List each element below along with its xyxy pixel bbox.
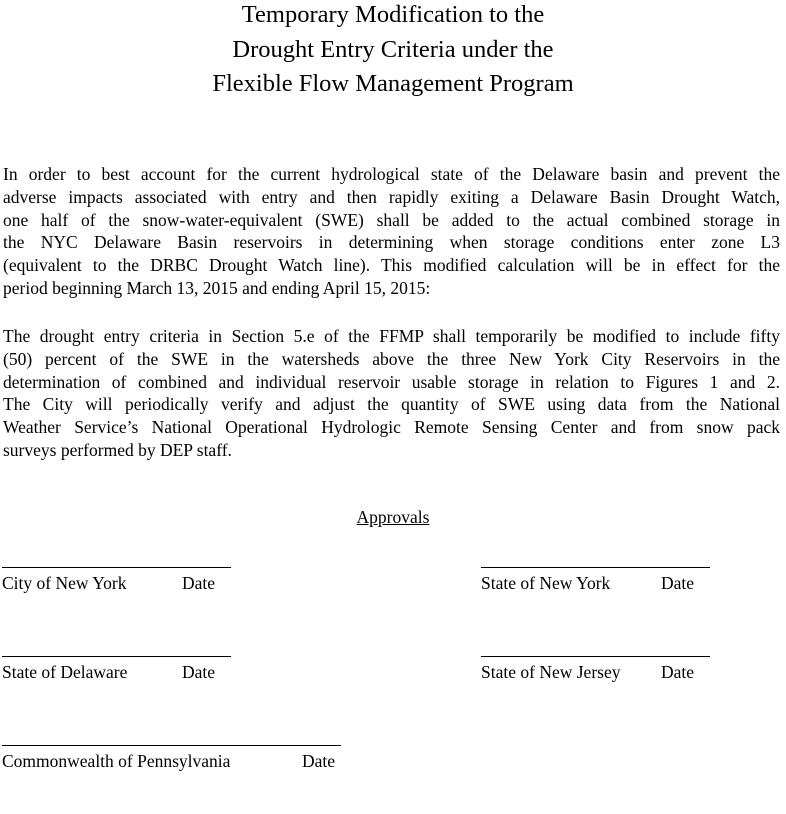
paragraph-line: surveys performed by DEP staff. (3, 439, 232, 460)
paragraph-line: (equivalent to the DRBC Drought Watch line). This modified calculation will be in effect for the (3, 255, 780, 276)
date-label: Date (182, 573, 216, 593)
date-label: Date (302, 751, 336, 771)
paragraph-line: (50) percent of the SWE in the watersheds above the three New York City Reservoirs in the (3, 348, 780, 369)
paragraph-line: period beginning March 13, 2015 and ending April 15, 2015: (3, 277, 431, 298)
paragraph-line: In order to best account for the current hydrological state of the Delaware basin and prevent the (3, 164, 780, 184)
signatory-state-of-delaware: State of Delaware (2, 662, 128, 682)
paragraph-line: The drought entry criteria in Section 5.e of the FFMP shall temporarily be modified to include fifty (3, 326, 780, 346)
signature-line-city-of-new-york (2, 567, 231, 568)
signature-line-state-of-delaware (2, 656, 231, 657)
title-line-3: Flexible Flow Management Program (212, 70, 574, 97)
paragraph-line: The City will periodically verify and adjust the quantity of SWE using data from the National (3, 394, 780, 415)
paragraph-line: one half of the snow-water-equivalent (SWE) shall be added to the actual combined storage in (3, 209, 780, 230)
date-label: Date (661, 573, 695, 593)
paragraph-swe-rationale (3, 163, 780, 300)
title-line-1: Temporary Modification to the (241, 1, 545, 28)
paragraph-line: the NYC Delaware Basin reservoirs in determining when storage conditions enter zone L3 (3, 232, 780, 253)
signatory-state-of-new-york: State of New York (481, 573, 611, 593)
date-label: Date (182, 662, 216, 682)
paragraph-line: adverse impacts associated with entry and then rapidly exiting a Delaware Basin Drought Watch, (3, 186, 780, 207)
signatory-commonwealth-of-pennsylvania: Commonwealth of Pennsylvania (2, 751, 231, 771)
document-title (0, 0, 786, 102)
date-label: Date (661, 662, 695, 682)
approvals-heading-text: Approvals (356, 507, 430, 527)
signatory-city-of-new-york: City of New York (2, 573, 127, 593)
signature-line-state-of-new-york (481, 567, 710, 568)
approvals-heading (0, 506, 786, 528)
paragraph-line: determination of combined and individual reservoir usable storage in relation to Figures 1 and 2. (3, 371, 780, 392)
title-line-2: Drought Entry Criteria under the (232, 35, 554, 63)
signature-line-state-of-new-jersey (481, 656, 710, 657)
signatory-state-of-new-jersey: State of New Jersey (481, 662, 621, 682)
paragraph-drought-criteria (3, 325, 780, 462)
paragraph-line: Weather Service’s National Operational Hydrologic Remote Sensing Center and from snow pack (3, 417, 780, 438)
signature-line-commonwealth-of-pennsylvania (2, 745, 341, 746)
